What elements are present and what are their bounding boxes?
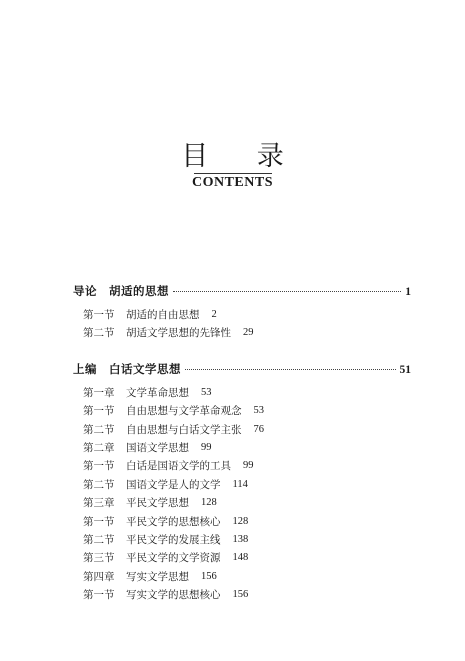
entry-label: 第一节: [83, 405, 115, 418]
entry-page-number: 128: [232, 515, 249, 527]
toc-entry[interactable]: [73, 384, 411, 402]
entry-label: 第二节: [83, 533, 115, 546]
entry-label: 第二节: [83, 327, 115, 340]
entry-page-number: 2: [211, 309, 217, 320]
entry-page-number: 29: [243, 327, 254, 339]
entry-label: 第一节: [83, 589, 115, 602]
entry-label: 第二章: [83, 441, 115, 454]
entry-title: 白话是国语文学的工具: [126, 460, 231, 473]
entry-label: 第一节: [83, 309, 115, 321]
toc-entry[interactable]: [73, 439, 411, 457]
entry-label: 第一节: [83, 515, 115, 528]
page-title: 目 录: [181, 141, 304, 172]
table-of-contents: [73, 282, 411, 604]
section-label: 上编: [73, 361, 97, 376]
entry-title: 国语文学是人的文学: [126, 478, 221, 491]
entry-title: 自由思想与文学革命观念: [126, 405, 242, 418]
entry-title: 平民文学的文学资源: [126, 552, 221, 565]
toc-entry[interactable]: [73, 306, 411, 324]
entry-label: 第二节: [83, 423, 115, 436]
entry-page-number: 76: [253, 423, 264, 435]
toc-entry[interactable]: [73, 457, 411, 475]
toc-entry[interactable]: [73, 421, 411, 439]
entry-page-number: 53: [201, 386, 212, 398]
entry-label: 第三章: [83, 497, 115, 510]
entry-label: 第二节: [83, 478, 115, 491]
entry-page-number: 128: [201, 497, 217, 509]
entry-title: 文学革命思想: [126, 386, 189, 399]
page-subtitle: CONTENTS: [191, 175, 274, 190]
toc-entry[interactable]: [73, 494, 411, 512]
section-page-number: 1: [405, 286, 411, 298]
title-divider: [194, 173, 272, 174]
entry-page-number: 148: [232, 552, 249, 564]
entry-title: 胡适文学思想的先锋性: [126, 327, 231, 340]
toc-section-heading[interactable]: [73, 360, 411, 378]
entry-page-number: 138: [232, 533, 249, 545]
entry-title: 胡适的自由思想: [126, 309, 200, 321]
toc-entry[interactable]: [73, 586, 411, 604]
toc-entry[interactable]: [73, 476, 411, 494]
toc-section-heading[interactable]: [73, 282, 411, 300]
entry-page-number: 99: [201, 441, 212, 453]
section-label: 导论: [73, 284, 97, 298]
entry-page-number: 114: [232, 478, 248, 490]
entry-label: 第四章: [83, 570, 115, 583]
section-title: 胡适的思想: [109, 284, 169, 298]
entry-title: 自由思想与白话文学主张: [126, 423, 242, 436]
entry-page-number: 156: [201, 570, 217, 582]
dot-leader: [173, 291, 401, 292]
toc-title-block: [0, 142, 465, 191]
toc-entry[interactable]: [73, 324, 411, 342]
entry-page-number: 53: [253, 405, 264, 417]
toc-entry[interactable]: [73, 513, 411, 531]
toc-entry[interactable]: [73, 549, 411, 567]
toc-entry[interactable]: [73, 402, 411, 420]
entry-label: 第一节: [83, 460, 115, 473]
section-page-number: 51: [399, 363, 411, 376]
entry-title: 平民文学思想: [126, 497, 189, 510]
toc-entry[interactable]: [73, 531, 411, 549]
entry-title: 写实文学的思想核心: [126, 589, 221, 602]
entry-title: 国语文学思想: [126, 441, 189, 454]
entry-title: 平民文学的发展主线: [126, 533, 221, 546]
entry-page-number: 99: [243, 460, 254, 472]
entry-label: 第三节: [83, 552, 115, 565]
entry-title: 平民文学的思想核心: [126, 515, 221, 528]
toc-entry[interactable]: [73, 568, 411, 586]
dot-leader: [185, 369, 396, 370]
entry-page-number: 156: [232, 589, 249, 601]
section-title: 白话文学思想: [109, 361, 181, 376]
entry-title: 写实文学思想: [126, 570, 189, 583]
entry-label: 第一章: [83, 386, 115, 399]
